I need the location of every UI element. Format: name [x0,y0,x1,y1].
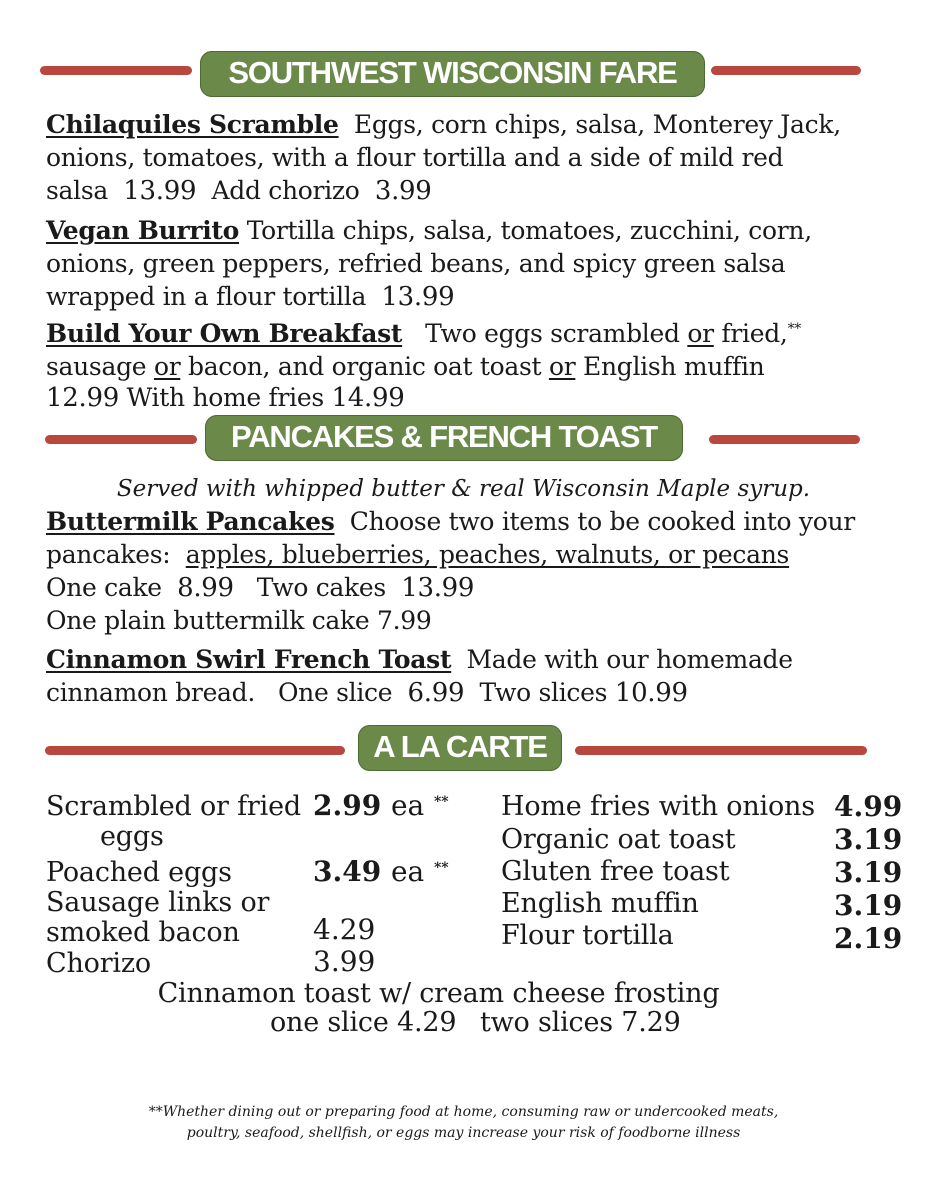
item-description: Tortilla chips, salsa, tomatoes, zucchini, corn, [246,216,812,245]
carte-item-label-cont: eggs [100,821,164,852]
item-description-line [46,571,474,605]
item-price: 6.99 [407,678,465,708]
allergy-stars: ** [433,860,449,876]
item-description-line: onions, tomatoes, with a flour tortilla and a side of mild red [46,143,784,172]
item-name: Build Your Own Breakfast [46,319,403,348]
carte-item-label: Flour tortilla [501,920,674,951]
section-rule-right [575,746,867,755]
item-option: Two cakes [256,573,386,602]
item-name: Buttermilk Pancakes [46,507,335,536]
item-description-line [46,676,688,710]
or-word: or [153,352,181,381]
item-addon: Add chorizo [211,176,360,205]
carte-item-price [313,857,449,887]
section-rule-left [45,746,345,755]
item-description: wrapped in a flour tortilla [46,282,367,311]
carte-item-label-cont: smoked bacon [46,917,240,948]
item-name: Cinnamon Swirl French Toast [46,645,452,674]
carte-item-label: Home fries with onions [501,791,815,822]
allergy-stars: ** [433,794,449,810]
item-option: One cake [46,573,162,602]
price-unit: ea [390,855,425,888]
or-word: or [687,319,714,348]
carte-item-label: English muffin [501,888,699,919]
item-description: bacon, and organic oat toast [188,352,542,381]
item-description-line [46,280,454,314]
section-rule-left [45,435,197,444]
or-word: or [548,352,576,381]
item-description-line [46,538,789,571]
carte-item-label: Sausage links or [46,887,270,918]
item-description: sausage [46,352,147,381]
carte-item-price: 3.99 [313,945,376,978]
item-price: 10.99 [614,678,688,708]
item-description: Two eggs scrambled [425,319,680,348]
item-description: salsa [46,176,108,205]
item-option: Two slices [479,678,608,707]
item-price: 13.99 [401,573,475,603]
item-addon-price: 3.99 [374,176,432,206]
price-unit: ea [390,789,425,822]
carte-item-label: Scrambled or fried [46,791,301,822]
syrup-note: Served with whipped butter & real Wisconsin Maple syrup. [116,476,811,502]
item-description-line: onions, green peppers, refried beans, and spicy green salsa [46,249,786,278]
section-title-pancakes: PANCAKES & FRENCH TOAST [205,415,683,461]
item-price: 13.99 [123,176,197,206]
carte-item-price: 4.29 [313,913,376,946]
item-price: 12.99 [46,383,119,413]
section-rule-left [40,66,192,75]
item-description: English muffin [583,352,765,381]
item-description: Made with our homemade [466,645,793,674]
allergy-stars: ** [787,321,801,337]
carte-item-label: Poached eggs [46,857,232,888]
cinnamon-toast-label: Cinnamon toast w/ cream cheese frosting [157,978,720,1009]
carte-item-label: Chorizo [46,948,151,979]
item-price: 13.99 [381,282,455,312]
item-description: Eggs, corn chips, salsa, Monterey Jack, [353,110,841,139]
cinnamon-toast-one: one slice 4.29 [270,1007,457,1038]
section-rule-right [711,66,861,75]
item-description: fried, [721,319,788,348]
section-title-carte: A LA CARTE [358,725,562,771]
item-description: cinnamon bread. [46,678,256,707]
item-description-line [46,350,764,383]
item-description-line [46,174,432,208]
menu-item-chilaquiles [46,108,841,141]
carte-item-label: Organic oat toast [501,824,736,855]
pancake-choices: apples, blueberries, peaches, walnuts, or pecans [185,540,790,569]
carte-item-price: 4.99 [834,790,903,823]
item-addon: With home fries [126,383,324,412]
footer-warning-line1: **Whether dining out or preparing food at home, consuming raw or undercooked meats, [148,1104,779,1120]
menu-item-vegan-burrito [46,214,812,247]
carte-item-price: 2.19 [834,922,903,955]
item-addon-price: 14.99 [331,383,405,413]
item-description: Choose two items to be cooked into your [349,507,855,536]
menu-item-buttermilk-pancakes [46,505,855,538]
item-description-line: One plain buttermilk cake 7.99 [46,606,432,635]
item-description: pancakes: [46,540,171,569]
footer-warning-line2: poultry, seafood, shellfish, or eggs may increase your risk of foodborne illness [186,1125,741,1141]
menu-item-cinnamon-french-toast [46,643,793,676]
item-price: 8.99 [177,573,234,603]
item-name: Chilaquiles Scramble [46,110,339,139]
section-title-southwest: SOUTHWEST WISCONSIN FARE [200,51,705,97]
carte-item-price: 3.19 [834,889,903,922]
carte-item-price [313,791,449,821]
price-value: 2.99 [313,789,382,822]
section-rule-right [709,435,860,444]
carte-item-price: 3.19 [834,856,903,889]
item-name: Vegan Burrito [46,216,240,245]
menu-item-build-breakfast [46,317,801,350]
item-description-line [46,381,404,415]
item-option: One slice [277,678,393,707]
carte-item-price: 3.19 [834,823,903,856]
carte-item-label: Gluten free toast [501,856,730,887]
cinnamon-toast-two: two slices 7.29 [480,1007,681,1038]
price-value: 3.49 [313,855,382,888]
